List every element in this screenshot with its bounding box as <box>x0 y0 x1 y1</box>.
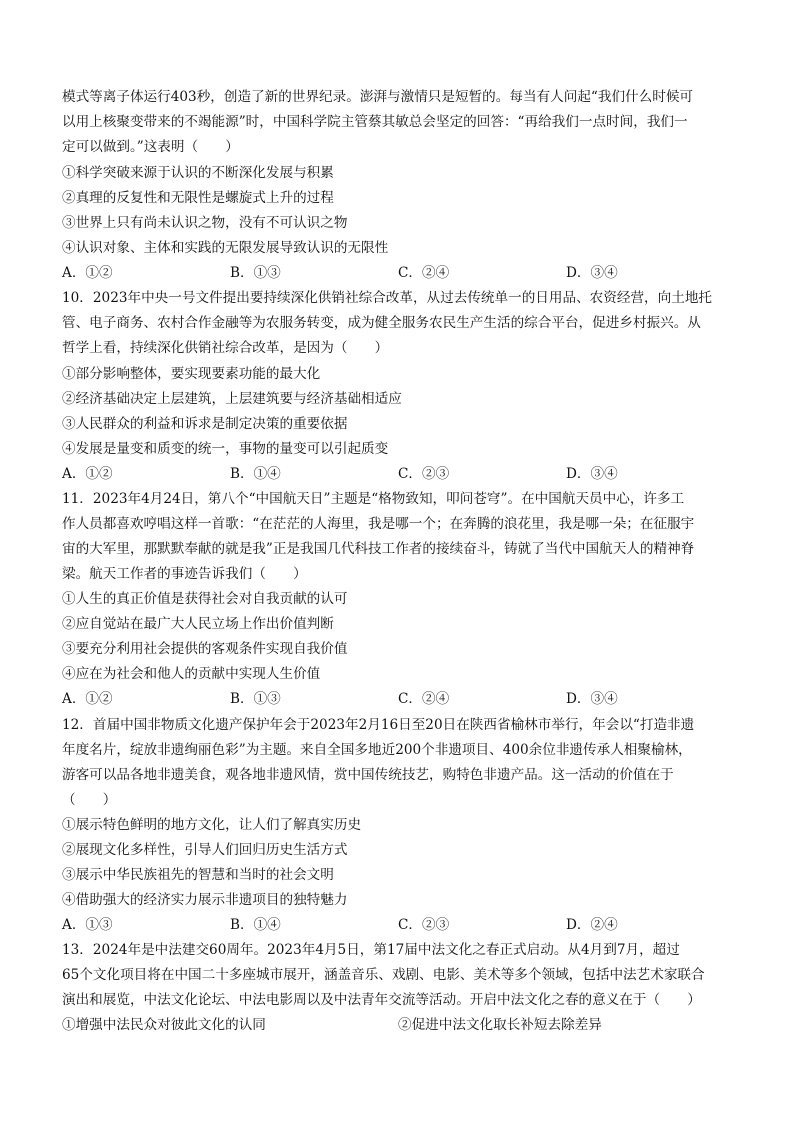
statement-1: ①增强中法民众对彼此文化的认同 <box>62 1017 266 1033</box>
text-line: 以用上核聚变带来的不竭能源”时，中国科学院主管蔡其敏总会坚定的回答：“再给我们一点时间，我们一 <box>62 114 688 130</box>
text-line: 年度名片，绽放非遗绚丽色彩”为主题。来自全国多地近200个非遗项目、400余位非遗传承人相聚榆林， <box>62 742 692 758</box>
option-d: D．③④ <box>566 466 618 482</box>
statement-2: ②应自觉站在最广大人民立场上作出价值判断 <box>62 616 334 632</box>
text-line: 宙的大军里，那默默奉献的就是我”正是我国几代科技工作者的接续奋斗，铸就了当代中国航天人的精神脊 <box>62 541 695 557</box>
statement-2: ②经济基础决定上层建筑，上层建筑要与经济基础相适应 <box>62 391 402 407</box>
answer-options <box>62 462 734 487</box>
statement-4: ④认识对象、主体和实践的无限发展导致认识的无限性 <box>62 240 389 256</box>
question-13-text: 13．2024年是中法建交60周年。2023年4月5日，第17届中法文化之春正式启动。从4月到7月，超过 <box>62 942 680 958</box>
text-line: 定可以做到。”这表明（ ） <box>62 139 239 155</box>
question-12-text: 12．首届中国非物质文化遗产保护年会于2023年2月16日至20日在陕西省榆林市举行，年会以“打造非遗 <box>62 717 695 733</box>
statement-3: ③人民群众的利益和诉求是制定决策的重要依据 <box>62 416 348 432</box>
option-d: D．②④ <box>566 917 618 933</box>
question-11-text: 11．2023年4月24日，第八个“中国航天日”主题是“格物致知，叩问苍穹”。在中国航天员中心，许多工 <box>62 491 685 507</box>
statement-1: ①展示特色鲜明的地方文化，让人们了解真实历史 <box>62 817 362 833</box>
statement-3: ③要充分利用社会提供的客观条件实现自我价值 <box>62 641 348 657</box>
text-line: 游客可以品各地非遗美食，观各地非遗风情，赏中国传统技艺，购特色非遗产品。这一活动的价值在于 <box>62 767 674 783</box>
option-c: C．②④ <box>398 265 450 281</box>
statement-4: ④借助强大的经济实力展示非遗项目的独特魅力 <box>62 892 348 908</box>
option-b: B．①③ <box>230 265 281 281</box>
answer-options <box>62 687 734 712</box>
text-line: 管、电子商务、农村合作金融等为农服务转变，成为健全服务农民生产生活的综合平台，促进乡村振兴。从 <box>62 315 701 331</box>
option-d: D．③④ <box>566 691 618 707</box>
text-line: 哲学上看，持续深化供销社综合改革，是因为（ ） <box>62 340 389 356</box>
option-c: C．②③ <box>398 466 450 482</box>
statement-1: ①科学突破来源于认识的不断深化发展与积累 <box>62 165 334 181</box>
text-line: 65个文化项目将在中国二十多座城市展开，涵盖音乐、戏剧、电影、美术等多个领域，包括中法艺术家联合 <box>62 967 705 983</box>
statement-2: ②真理的反复性和无限性是螺旋式上升的过程 <box>62 190 334 206</box>
text-line: 梁。航天工作者的事迹告诉我们（ ） <box>62 566 307 582</box>
option-a: A．①② <box>62 466 113 482</box>
option-c: C．②③ <box>398 917 450 933</box>
option-d: D．③④ <box>566 265 618 281</box>
statement-3: ③世界上只有尚未认识之物，没有不可认识之物 <box>62 215 348 231</box>
statement-pair <box>62 1013 734 1038</box>
option-a: A．①② <box>62 691 113 707</box>
statement-3: ③展示中华民族祖先的智慧和当时的社会文明 <box>62 867 334 883</box>
text-line: 模式等离子体运行403秒，创造了新的世界纪录。澎湃与激情只是短暂的。每当有人问起“我们什么时候可 <box>62 89 694 105</box>
answer-options <box>62 261 734 286</box>
statement-1: ①人生的真正价值是获得社会对自我贡献的认可 <box>62 591 348 607</box>
option-b: B．①④ <box>230 917 281 933</box>
statement-4: ④应在为社会和他人的贡献中实现人生价值 <box>62 666 321 682</box>
answer-blank: （ ） <box>62 792 117 808</box>
text-line: 演出和展览，中法文化论坛、中法电影周以及中法青年交流等活动。开启中法文化之春的意义在于（ ） <box>62 992 701 1008</box>
question-10-text: 10．2023年中央一号文件提出要持续深化供销社综合改革，从过去传统单一的日用品、农资经营，向土地托 <box>62 290 713 306</box>
statement-2: ②展现文化多样性，引导人们回归历史生活方式 <box>62 842 348 858</box>
option-a: A．①② <box>62 265 113 281</box>
option-c: C．②④ <box>398 691 450 707</box>
text-line: 作人员都喜欢哼唱这样一首歌：“在茫茫的人海里，我是哪一个；在奔腾的浪花里，我是哪一朵；在征服宇 <box>62 516 695 532</box>
option-a: A．①③ <box>62 917 113 933</box>
answer-options <box>62 913 734 938</box>
option-b: B．①③ <box>230 691 281 707</box>
statement-4: ④发展是量变和质变的统一，事物的量变可以引起质变 <box>62 441 389 457</box>
statement-2: ②促进中法文化取长补短去除差异 <box>398 1017 602 1033</box>
statement-1: ①部分影响整体，要实现要素功能的最大化 <box>62 366 321 382</box>
option-b: B．①④ <box>230 466 281 482</box>
